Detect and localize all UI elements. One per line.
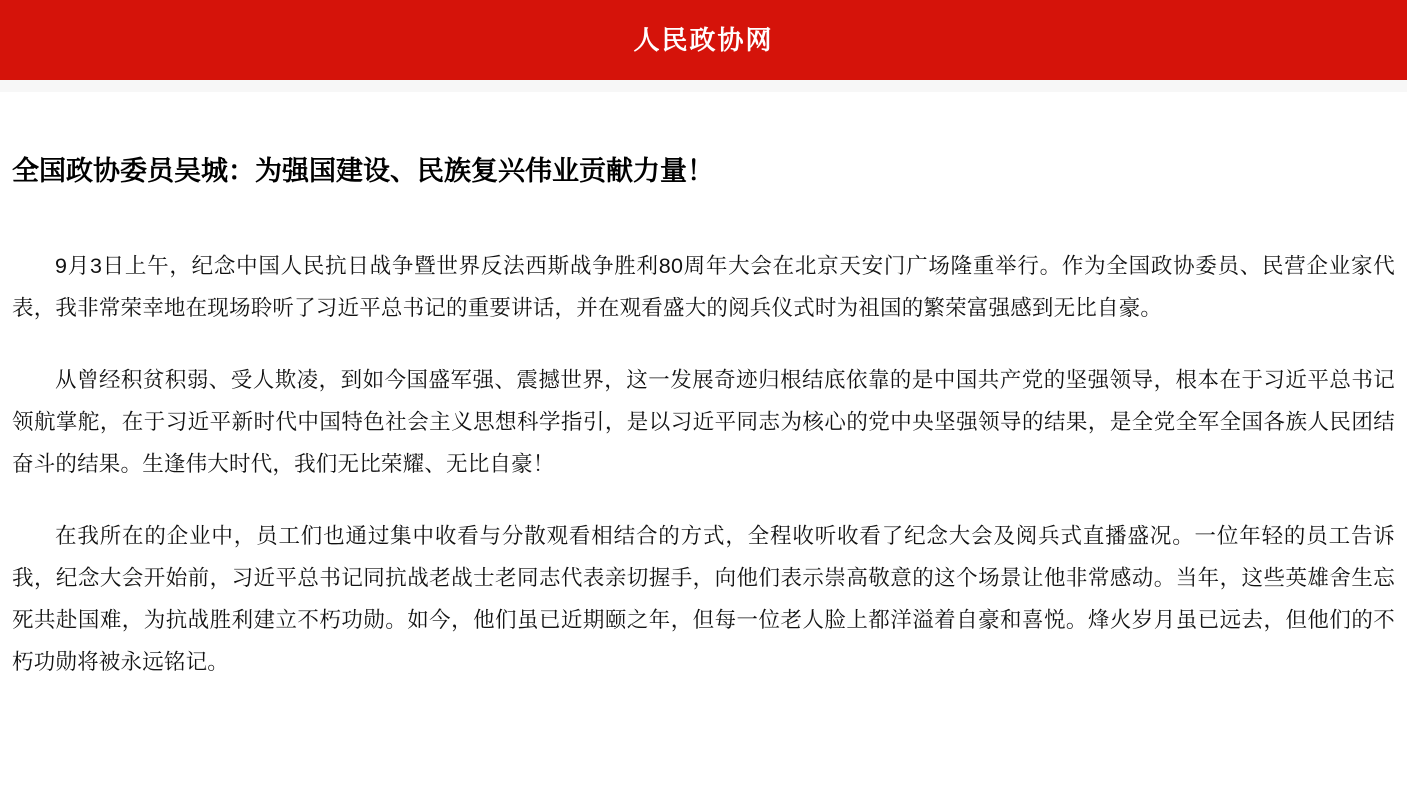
page-title: 全国政协委员吴城：为强国建设、民族复兴伟业贡献力量！ xyxy=(12,156,714,186)
article-content xyxy=(0,92,1407,683)
article-body xyxy=(12,189,1395,683)
site-header xyxy=(0,0,1407,80)
article-paragraph: 从曾经积贫积弱、受人欺凌，到如今国盛军强、震撼世界，这一发展奇迹归根结底依靠的是中国共产党的坚强领导，根本在于习近平总书记领航掌舵，在于习近平新时代中国特色社会主义思想科学指引，是以习近平同志为核心的党中央坚强领导的结果，是全党全军全国各族人民团结奋斗的结果。生逢伟大时代，我们无比荣耀、无比自豪！ xyxy=(12,368,1395,477)
site-title[interactable]: 人民政协网 xyxy=(633,25,774,55)
article-paragraph: 9月3日上午，纪念中国人民抗日战争暨世界反法西斯战争胜利80周年大会在北京天安门广场隆重举行。作为全国政协委员、民营企业家代表，我非常荣幸地在现场聆听了习近平总书记的重要讲话，并在观看盛大的阅兵仪式时为祖国的繁荣富强感到无比自豪。 xyxy=(12,254,1395,321)
header-divider xyxy=(0,80,1407,92)
article-paragraph: 在我所在的企业中，员工们也通过集中收看与分散观看相结合的方式，全程收听收看了纪念大会及阅兵式直播盛况。一位年轻的员工告诉我，纪念大会开始前，习近平总书记同抗战老战士老同志代表亲切握手，向他们表示崇高敬意的这个场景让他非常感动。当年，这些英雄舍生忘死共赴国难，为抗战胜利建立不朽功勋。如今，他们虽已近期颐之年，但每一位老人脸上都洋溢着自豪和喜悦。烽火岁月虽已远去，但他们的不朽功勋将被永远铭记。 xyxy=(12,524,1395,675)
